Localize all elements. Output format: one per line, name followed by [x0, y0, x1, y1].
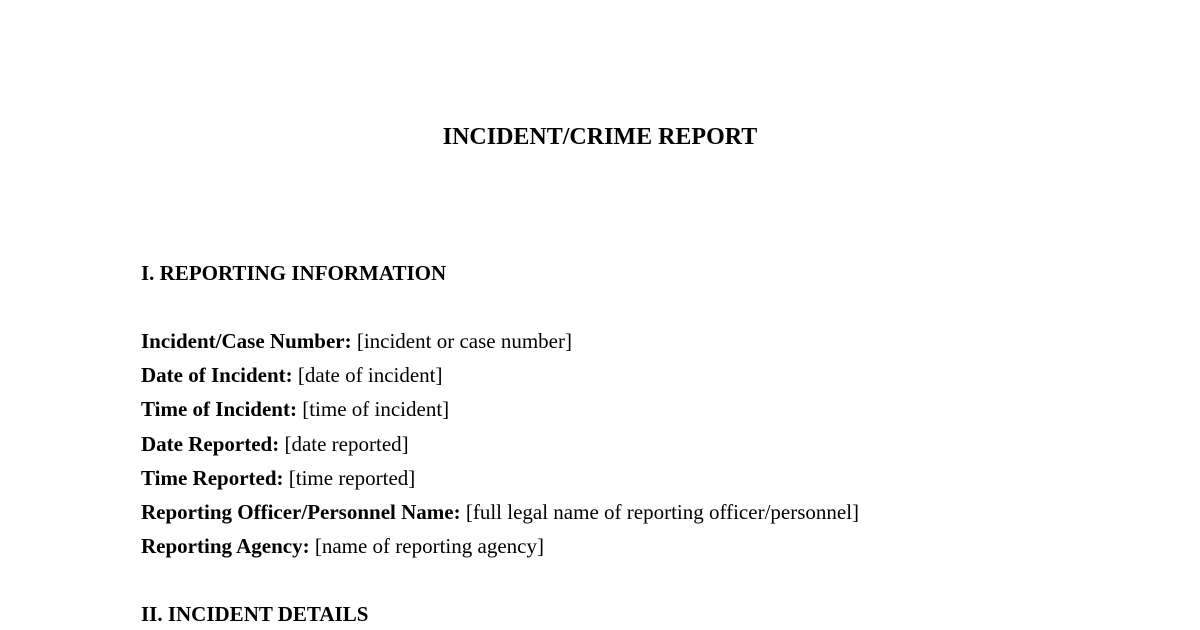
field-value: [time reported]	[288, 465, 416, 490]
field-date-of-incident	[141, 361, 859, 395]
field-label: Date of Incident:	[141, 363, 293, 388]
field-date-reported	[141, 430, 859, 464]
field-reporting-officer-name	[141, 498, 859, 532]
field-value: [name of reporting agency]	[314, 534, 544, 559]
field-time-reported	[141, 464, 859, 498]
field-label: Reporting Officer/Personnel Name:	[141, 499, 461, 524]
field-label: Reporting Agency:	[141, 534, 310, 559]
section-heading-incident-details: II. INCIDENT DETAILS	[141, 602, 369, 626]
field-value: [date of incident]	[297, 363, 443, 388]
field-incident-case-number	[141, 327, 859, 361]
field-reporting-agency	[141, 532, 859, 566]
field-time-of-incident	[141, 395, 859, 429]
section-heading-reporting-information: I. REPORTING INFORMATION	[141, 261, 447, 285]
field-label: Time Reported:	[141, 465, 284, 490]
field-value: [time of incident]	[302, 397, 450, 422]
field-label: Incident/Case Number:	[141, 329, 352, 353]
field-value: [date reported]	[284, 431, 409, 456]
field-value: [incident or case number]	[356, 329, 572, 353]
field-value: [full legal name of reporting officer/personnel]	[465, 499, 860, 524]
document-title: INCIDENT/CRIME REPORT	[442, 124, 758, 150]
field-label: Time of Incident:	[141, 397, 297, 422]
field-label: Date Reported:	[141, 431, 280, 456]
reporting-information-fields	[141, 327, 859, 566]
